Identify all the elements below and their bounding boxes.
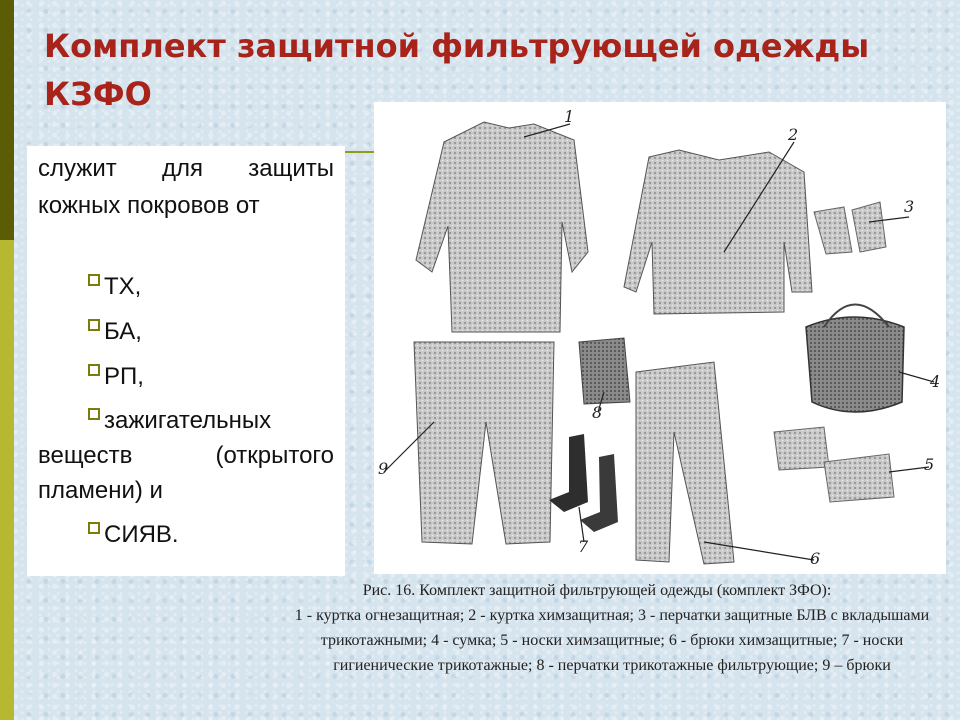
jacket-fire-resistant bbox=[416, 122, 588, 332]
figure-label-7: 7 bbox=[578, 537, 589, 556]
figure-label-2: 2 bbox=[788, 125, 799, 144]
slide-title: Комплект защитной фильтрующей одежды КЗФО bbox=[44, 27, 870, 113]
list-item-text: ТХ, bbox=[104, 273, 142, 300]
figure-label-8: 8 bbox=[592, 403, 603, 422]
figure-label-9: 9 bbox=[378, 459, 389, 478]
list-item bbox=[38, 268, 334, 305]
trousers bbox=[414, 342, 554, 544]
list-item bbox=[38, 313, 334, 350]
square-bullet-icon bbox=[88, 319, 100, 331]
list-item-text: СИЯВ. bbox=[104, 521, 179, 548]
list-item bbox=[38, 516, 334, 553]
figure-label-1: 1 bbox=[564, 107, 575, 126]
figure-label-5: 5 bbox=[924, 455, 935, 474]
square-bullet-icon bbox=[88, 408, 100, 420]
gloves-knitted bbox=[579, 338, 630, 404]
square-bullet-icon bbox=[88, 274, 100, 286]
list-item-text: РП, bbox=[104, 363, 144, 390]
square-bullet-icon bbox=[88, 364, 100, 376]
caption-title: Рис. 16. Комплект защитной фильтрующей одежды (комплект ЗФО): bbox=[362, 582, 832, 599]
protection-list bbox=[38, 268, 334, 561]
list-item-text: БА, bbox=[104, 318, 142, 345]
gloves-blv bbox=[814, 207, 852, 254]
bag bbox=[806, 317, 904, 412]
list-item bbox=[38, 403, 334, 508]
square-bullet-icon bbox=[88, 522, 100, 534]
list-item bbox=[38, 358, 334, 395]
caption-legend: 1 - куртка огнезащитная; 2 - куртка химзащитная; 3 - перчатки защитные БЛВ с вкладышами трикотажными; 4 - сумка; 5 - носки химзащитные; 6 - брюки химзащитные; 7 - носки гигиенические трикотажные; 8 - перчатки трикотажные фильтрующие; 9 – брюки bbox=[294, 607, 930, 674]
sidebar-stripe-light bbox=[0, 240, 14, 720]
figure-caption bbox=[278, 578, 946, 678]
figure-label-4: 4 bbox=[930, 372, 941, 391]
figure-label-6: 6 bbox=[810, 549, 821, 568]
socks-hygiene bbox=[549, 434, 588, 512]
protective-suit-illustration bbox=[374, 102, 946, 574]
socks-chemical bbox=[774, 427, 829, 470]
list-item-text: зажигательных веществ (открытого пламени) и bbox=[38, 407, 334, 504]
jacket-chemical bbox=[624, 150, 812, 314]
protective-suit-figure bbox=[374, 102, 946, 574]
trousers-chemical bbox=[636, 362, 734, 564]
sidebar-stripe-dark bbox=[0, 0, 14, 240]
figure-label-3: 3 bbox=[904, 197, 915, 216]
intro-text: служит для защиты кожных покровов от bbox=[38, 155, 334, 219]
